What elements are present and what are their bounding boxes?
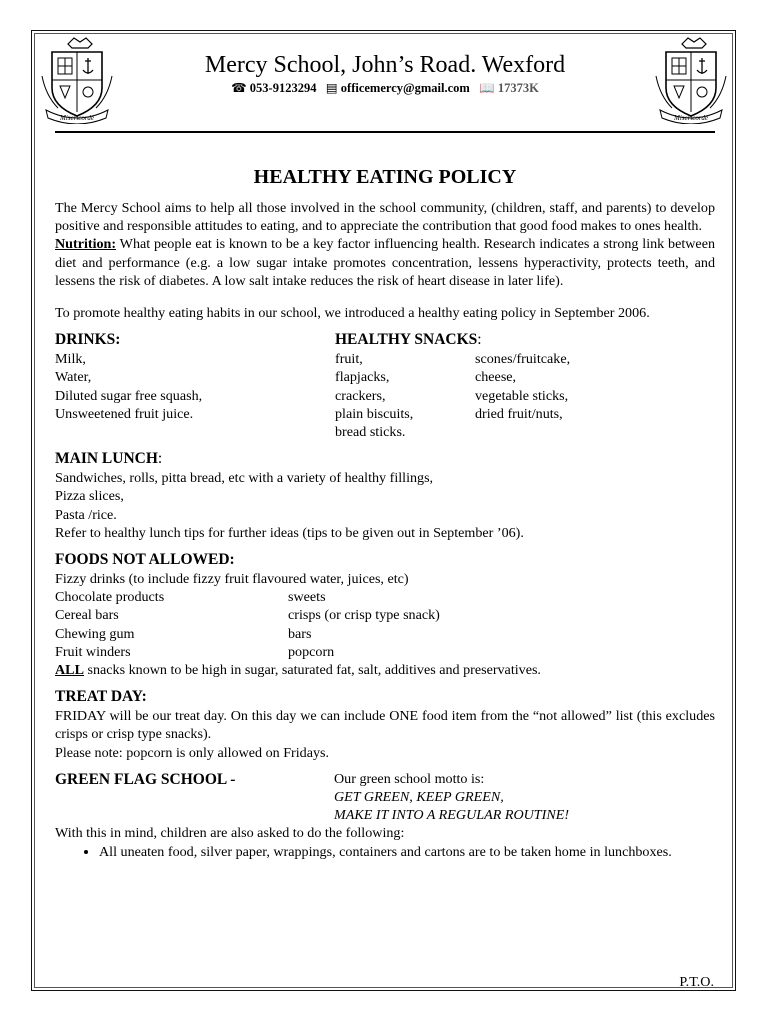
phone-number: 053-9123294	[249, 81, 317, 95]
not-allowed-item: crisps (or crisp type snack)	[288, 607, 440, 624]
email-address: officemercy@gmail.com	[340, 81, 470, 95]
green-followup: With this in mind, children are also asked to do the following:	[55, 825, 405, 842]
roll-number: 17373K	[497, 81, 539, 95]
snack-item: fruit,	[335, 351, 363, 368]
book-icon: 📖	[479, 81, 495, 95]
not-allowed-item: sweets	[288, 589, 326, 606]
intro-paragraph: The Mercy School aims to help all those involved in the school community, (children, staff, and parents) to develop positive and responsible attitudes to eating, and to appreciate the contribution that good food makes to ones health.	[55, 200, 715, 235]
drink-item: Unsweetened fruit juice.	[55, 405, 194, 422]
lunch-line: Sandwiches, rolls, pitta bread, etc with a variety of healthy fillings,	[55, 470, 434, 487]
snack-item: bread sticks.	[335, 424, 406, 441]
computer-icon: ▤	[325, 81, 338, 95]
motto-line: MAKE IT INTO A REGULAR ROUTINE!	[334, 807, 570, 824]
lunch-line: Pasta /rice.	[55, 506, 117, 523]
school-crest-left	[38, 36, 116, 124]
not-allowed-list	[55, 588, 715, 661]
snack-item: scones/fruitcake,	[475, 351, 571, 368]
treat-day-note: Please note: popcorn is only allowed on Fridays.	[55, 744, 330, 761]
all-label: ALL	[55, 662, 84, 679]
drink-item: Water,	[55, 369, 92, 386]
drink-item: Diluted sugar free squash,	[55, 387, 203, 404]
green-motto	[334, 770, 715, 825]
policy-start-paragraph: To promote healthy eating habits in our school, we introduced a healthy eating policy in September 2006.	[55, 305, 650, 322]
green-flag-heading: GREEN FLAG SCHOOL -	[55, 770, 236, 788]
drinks-column	[55, 330, 335, 441]
snack-item: vegetable sticks,	[475, 387, 569, 404]
letterhead	[140, 50, 630, 96]
snack-item: crackers,	[335, 387, 386, 404]
bullet-item: • All uneaten food, silver paper, wrappings, containers and cartons are to be taken home in lunchboxes.	[99, 843, 715, 861]
phone-icon: ☎	[231, 81, 247, 95]
drink-item: Milk,	[55, 351, 86, 368]
green-bullet-list	[55, 843, 715, 861]
lunch-line: Pizza slices,	[55, 488, 124, 505]
not-allowed-item: bars	[288, 625, 312, 642]
snacks-column	[335, 330, 715, 441]
lunch-line: Refer to healthy lunch tips for further ideas (tips to be given out in September ’06).	[55, 524, 524, 541]
not-allowed-heading: FOODS NOT ALLOWED:	[55, 551, 235, 569]
treat-day-heading: TREAT DAY:	[55, 688, 147, 706]
header-divider	[55, 131, 715, 133]
motto-intro: Our green school motto is:	[334, 770, 485, 787]
school-name: Mercy School, John’s Road. Wexford	[204, 52, 566, 78]
not-allowed-item: Cereal bars	[55, 607, 119, 624]
school-crest-right	[652, 36, 730, 124]
not-allowed-item: Fruit winders	[55, 643, 131, 660]
nutrition-label: Nutrition:	[55, 236, 117, 253]
drinks-snacks-section	[55, 330, 715, 441]
not-allowed-item: Chewing gum	[55, 625, 135, 642]
snack-item: dried fruit/nuts,	[475, 405, 563, 422]
treat-day-text: FRIDAY will be our treat day. On this day we can include ONE food item from the “not allowed” list (this excludes crisps or crisp type snacks).	[55, 708, 715, 743]
nutrition-paragraph	[55, 235, 715, 290]
contact-line	[140, 80, 630, 96]
snacks-list	[335, 350, 715, 441]
snack-item: cheese,	[475, 369, 517, 386]
snacks-heading: HEALTHY SNACKS:	[335, 331, 482, 349]
page-title: HEALTHY EATING POLICY	[253, 166, 517, 188]
not-allowed-item: Chocolate products	[55, 589, 165, 606]
svg-text:Misericorde: Misericorde	[674, 114, 708, 122]
green-flag-section	[55, 770, 715, 825]
svg-text:Misericorde: Misericorde	[60, 114, 94, 122]
not-allowed-item: popcorn	[288, 643, 335, 660]
main-lunch-heading: MAIN LUNCH:	[55, 450, 163, 468]
not-allowed-first-line: Fizzy drinks (to include fizzy fruit flavoured water, juices, etc)	[55, 571, 409, 588]
snack-item: flapjacks,	[335, 369, 390, 386]
motto-line: GET GREEN, KEEP GREEN,	[334, 789, 504, 806]
snack-item: plain biscuits,	[335, 405, 414, 422]
policy-body	[55, 165, 715, 861]
pto-label: P.T.O.	[679, 974, 714, 990]
nutrition-text: What people eat is known to be a key factor influencing health. Research indicates a strong link between diet and performance (e.g. a low sugar intake promotes concentration, lessens hyperactivity, protects teeth, and lessens the risk of diabetes. A low salt intake reduces the risk of heart disease in later life).	[55, 236, 715, 289]
drinks-heading: DRINKS:	[55, 331, 121, 349]
all-snacks-line: ALL snacks known to be high in sugar, saturated fat, salt, additives and preservatives.	[55, 662, 541, 679]
